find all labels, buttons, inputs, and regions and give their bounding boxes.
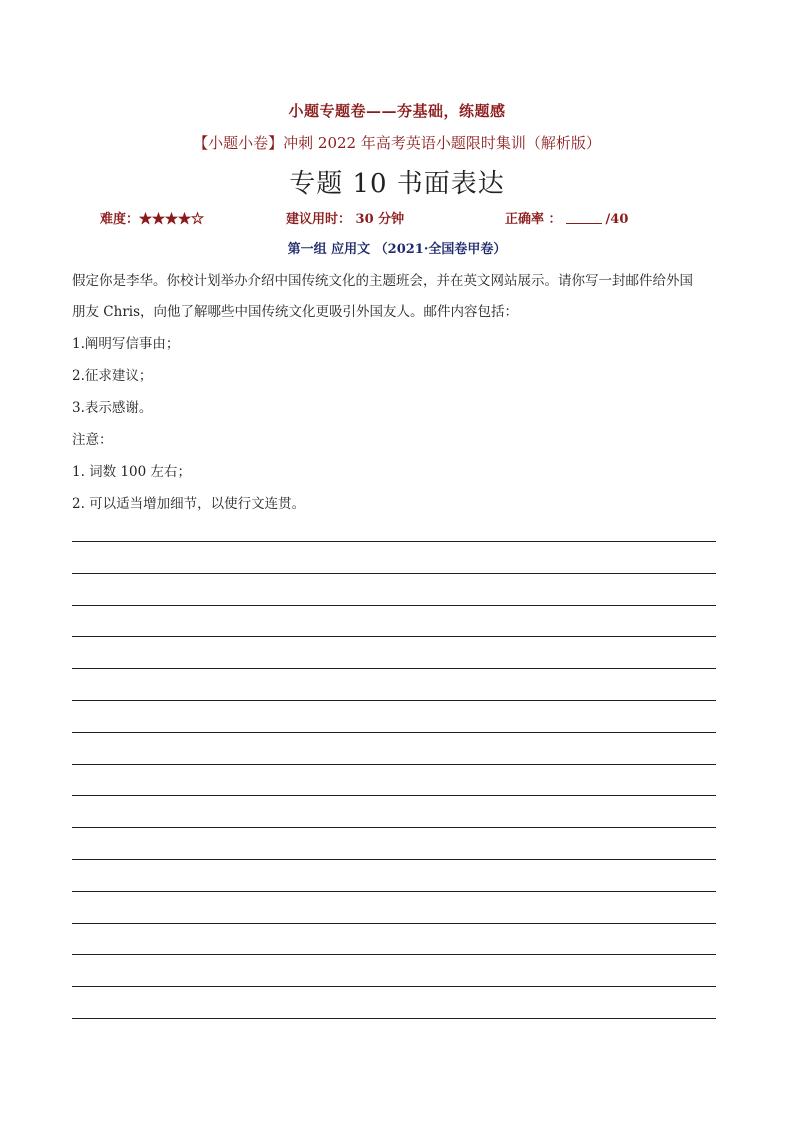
series-title: 小题专题卷——夯基础，练题感 <box>288 102 506 120</box>
time-value: 30 分钟 <box>355 212 405 227</box>
answer-line <box>72 700 716 701</box>
collection-title: 【小题小卷】冲刺 2022 年高考英语小题限时集训（解析版） <box>193 134 601 152</box>
answer-line <box>72 605 716 606</box>
answer-line <box>72 668 716 669</box>
time-label: 建议用时： <box>286 212 352 227</box>
accuracy-total: /40 <box>605 212 629 227</box>
section-title: 第一组 应用文 （2021·全国卷甲卷） <box>287 242 507 257</box>
answer-line <box>72 1018 716 1019</box>
answer-line <box>72 859 716 860</box>
notes-label: 注意： <box>72 432 113 448</box>
prompt-point-1: 1.阐明写信事由； <box>72 336 180 352</box>
prompt-point-3: 3.表示感谢。 <box>72 400 153 416</box>
prompt-point-2: 2.征求建议； <box>72 368 153 384</box>
answer-writing-area[interactable] <box>72 0 716 1123</box>
topic-title: 专题 10 书面表达 <box>289 169 505 199</box>
prompt-intro-line-2: 朋友 Chris，向他了解哪些中国传统文化更吸引外国友人。邮件内容包括： <box>72 304 519 320</box>
answer-line <box>72 541 716 542</box>
answer-line <box>72 954 716 955</box>
answer-line <box>72 986 716 987</box>
answer-line <box>72 795 716 796</box>
answer-line <box>72 573 716 574</box>
prompt-intro-line-1: 假定你是李华。你校计划举办介绍中国传统文化的主题班会，并在英文网站展示。请你写一封邮件给外国 <box>72 273 693 289</box>
answer-line <box>72 891 716 892</box>
answer-line <box>72 732 716 733</box>
answer-line <box>72 764 716 765</box>
answer-line <box>72 636 716 637</box>
note-1: 1. 词数 100 左右； <box>72 464 192 480</box>
difficulty-stars: ★★★★☆ <box>139 212 205 227</box>
answer-line <box>72 827 716 828</box>
accuracy-label: 正确率 ： <box>505 212 562 227</box>
answer-line <box>72 923 716 924</box>
note-2: 2. 可以适当增加细节，以使行文连贯。 <box>72 496 306 512</box>
difficulty-label: 难度： <box>100 212 140 227</box>
